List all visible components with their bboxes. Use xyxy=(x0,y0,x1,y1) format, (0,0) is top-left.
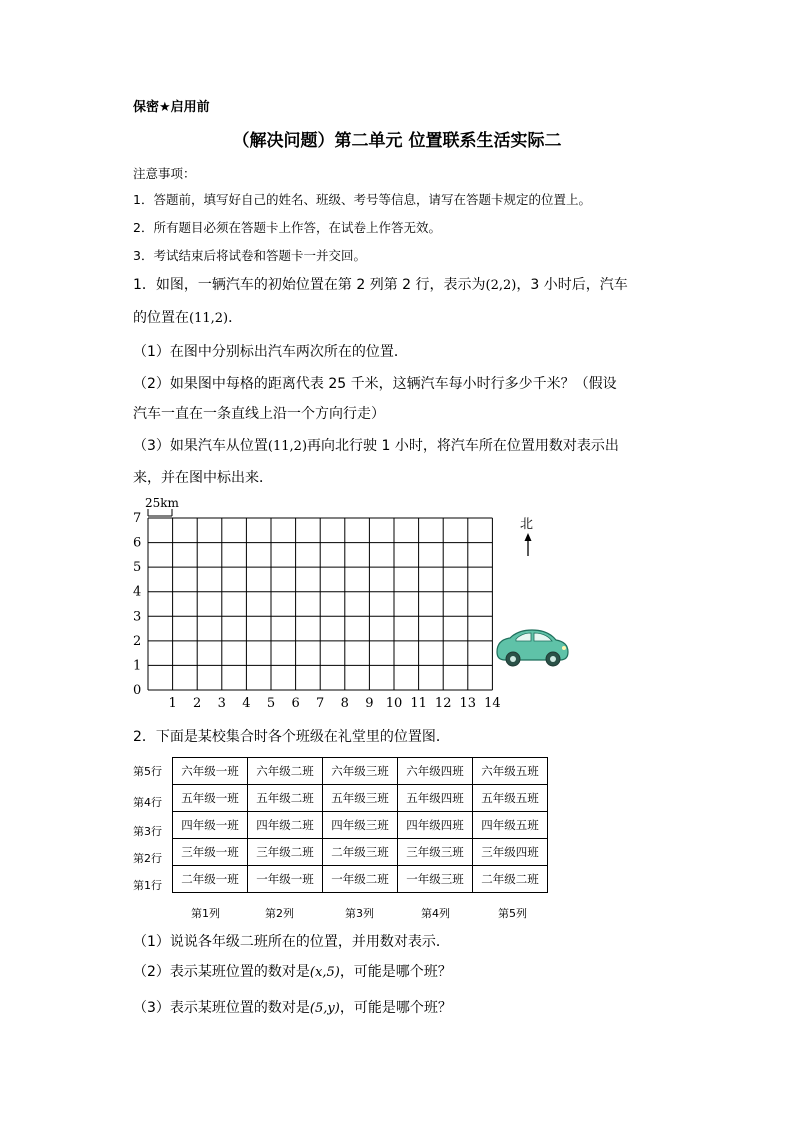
table-cell: 六年级三班 xyxy=(323,758,398,785)
q2-sub1: （1）说说各年级二班所在的位置，并用数对表示． xyxy=(133,934,450,950)
table-cell: 二年级二班 xyxy=(473,866,548,893)
q2-sub3-text-a: （3）表示某班位置的数对是 xyxy=(133,1000,310,1016)
q2-sub3 xyxy=(133,997,452,1017)
q1-end-pair: (11,2) xyxy=(189,311,229,326)
y-tick-label: 5 xyxy=(133,560,142,576)
table-cell: 五年级一班 xyxy=(173,785,248,812)
y-tick-label: 3 xyxy=(133,609,142,625)
confidential-label: 保密★启用前 xyxy=(133,100,210,115)
table-cell: 六年级五班 xyxy=(473,758,548,785)
table-cell: 三年级二班 xyxy=(248,839,323,866)
q1-sub2-line2: 汽车一直在一条直线上沿一个方向行走） xyxy=(133,406,385,422)
scale-bracket xyxy=(148,509,172,516)
row-label-4: 第4行 xyxy=(133,796,162,809)
table-cell: 六年级四班 xyxy=(398,758,473,785)
scale-label: 25km xyxy=(145,496,179,510)
q1-text-b: ，3 小时后，汽车 xyxy=(516,277,628,293)
table-cell: 四年级五班 xyxy=(473,812,548,839)
table-cell: 一年级一班 xyxy=(248,866,323,893)
x-tick-label: 6 xyxy=(291,696,300,711)
x-tick-label: 5 xyxy=(266,696,276,711)
q1-text-c: 的位置在 xyxy=(133,310,189,326)
col-label-1: 第1列 xyxy=(191,907,220,920)
q1-sub3-pair: (11,2) xyxy=(267,439,308,454)
car-icon xyxy=(497,630,568,666)
table-cell: 一年级二班 xyxy=(323,866,398,893)
table-cell: 四年级一班 xyxy=(173,812,248,839)
q2-sub2-text-a: （2）表示某班位置的数对是 xyxy=(133,964,310,980)
table-cell: 二年级一班 xyxy=(173,866,248,893)
table-cell: 五年级五班 xyxy=(473,785,548,812)
x-tick-label: 10 xyxy=(385,696,403,711)
q1-sub3-line2: 来，并在图中标出来． xyxy=(133,470,273,486)
row-label-2: 第2行 xyxy=(133,852,162,865)
table-cell: 四年级二班 xyxy=(248,812,323,839)
note-item-3: 3．考试结束后将试卷和答题卡一并交回。 xyxy=(133,248,366,263)
table-row xyxy=(173,839,548,866)
col-label-3: 第3列 xyxy=(345,907,374,920)
table-cell: 五年级四班 xyxy=(398,785,473,812)
q1-text-a: 1．如图，一辆汽车的初始位置在第 2 列第 2 行，表示为 xyxy=(133,277,486,293)
x-tick-label: 12 xyxy=(434,696,452,711)
note-item-2: 2．所有题目必须在答题卡上作答，在试卷上作答无效。 xyxy=(133,220,441,235)
x-axis-labels xyxy=(168,696,500,711)
y-tick-label: 7 xyxy=(133,511,142,526)
q2-sub3-pair: (5,y) xyxy=(309,1001,340,1016)
x-tick-label: 14 xyxy=(484,696,501,711)
y-tick-label: 0 xyxy=(133,683,142,698)
y-tick-label: 6 xyxy=(133,535,142,551)
col-label-4: 第4列 xyxy=(421,907,450,920)
col-label-5: 第5列 xyxy=(498,907,527,920)
table-cell: 五年级三班 xyxy=(323,785,398,812)
x-tick-label: 4 xyxy=(242,696,251,711)
table-cell: 四年级四班 xyxy=(398,812,473,839)
class-position-table xyxy=(172,757,548,893)
x-tick-label: 1 xyxy=(168,696,177,711)
y-tick-label: 2 xyxy=(133,633,142,649)
table-cell: 三年级四班 xyxy=(473,839,548,866)
page-title: （解决问题）第二单元 位置联系生活实际二 xyxy=(232,131,562,151)
table-cell: 六年级二班 xyxy=(248,758,323,785)
table-row xyxy=(173,785,548,812)
col-label-2: 第2列 xyxy=(265,907,294,920)
x-tick-label: 7 xyxy=(316,696,325,711)
north-label: 北 xyxy=(520,517,534,532)
x-tick-label: 2 xyxy=(193,696,202,711)
notes-heading: 注意事项： xyxy=(133,166,196,181)
table-cell: 二年级三班 xyxy=(323,839,398,866)
table-row xyxy=(173,812,548,839)
x-tick-label: 13 xyxy=(459,696,477,711)
y-tick-label: 1 xyxy=(133,658,142,674)
q1-sub3-text-b: 再向北行驶 1 小时，将汽车所在位置用数对表示出 xyxy=(307,438,619,454)
q2-intro: 2．下面是某校集合时各个班级在礼堂里的位置图． xyxy=(133,729,450,745)
q1-sub2-line1: （2）如果图中每格的距离代表 25 千米，这辆汽车每小时行多少千米？（假设 xyxy=(133,376,617,392)
note-item-1: 1．答题前，填写好自己的姓名、班级、考号等信息，请写在答题卡规定的位置上。 xyxy=(133,192,591,207)
x-tick-label: 8 xyxy=(340,696,349,711)
table-cell: 五年级二班 xyxy=(248,785,323,812)
row-label-1: 第1行 xyxy=(133,879,162,892)
row-label-5: 第5行 xyxy=(133,765,162,778)
q1-sub3-text-a: （3）如果汽车从位置 xyxy=(133,438,268,454)
x-tick-label: 3 xyxy=(217,696,226,711)
y-axis-labels xyxy=(133,511,141,698)
table-row xyxy=(173,758,548,785)
table-cell: 一年级三班 xyxy=(398,866,473,893)
table-cell: 四年级三班 xyxy=(323,812,398,839)
x-tick-label: 9 xyxy=(365,696,374,711)
table-cell: 三年级一班 xyxy=(173,839,248,866)
q1-text-d: ． xyxy=(228,310,243,326)
q2-sub2 xyxy=(133,961,452,981)
row-label-3: 第3行 xyxy=(133,825,162,838)
x-tick-label: 11 xyxy=(410,696,427,711)
q1-start-pair: (2,2) xyxy=(485,278,517,293)
q2-sub2-text-b: ，可能是哪个班？ xyxy=(339,964,452,980)
q1-sub1: （1）在图中分别标出汽车两次所在的位置． xyxy=(133,344,408,360)
q2-sub2-pair: (x,5) xyxy=(309,965,340,980)
q2-sub3-text-b: ，可能是哪个班？ xyxy=(339,1000,452,1016)
north-arrow-icon xyxy=(525,533,532,556)
table-cell: 三年级三班 xyxy=(398,839,473,866)
table-row xyxy=(173,866,548,893)
grid-lines xyxy=(148,518,492,690)
table-cell: 六年级一班 xyxy=(173,758,248,785)
y-tick-label: 4 xyxy=(133,584,142,600)
